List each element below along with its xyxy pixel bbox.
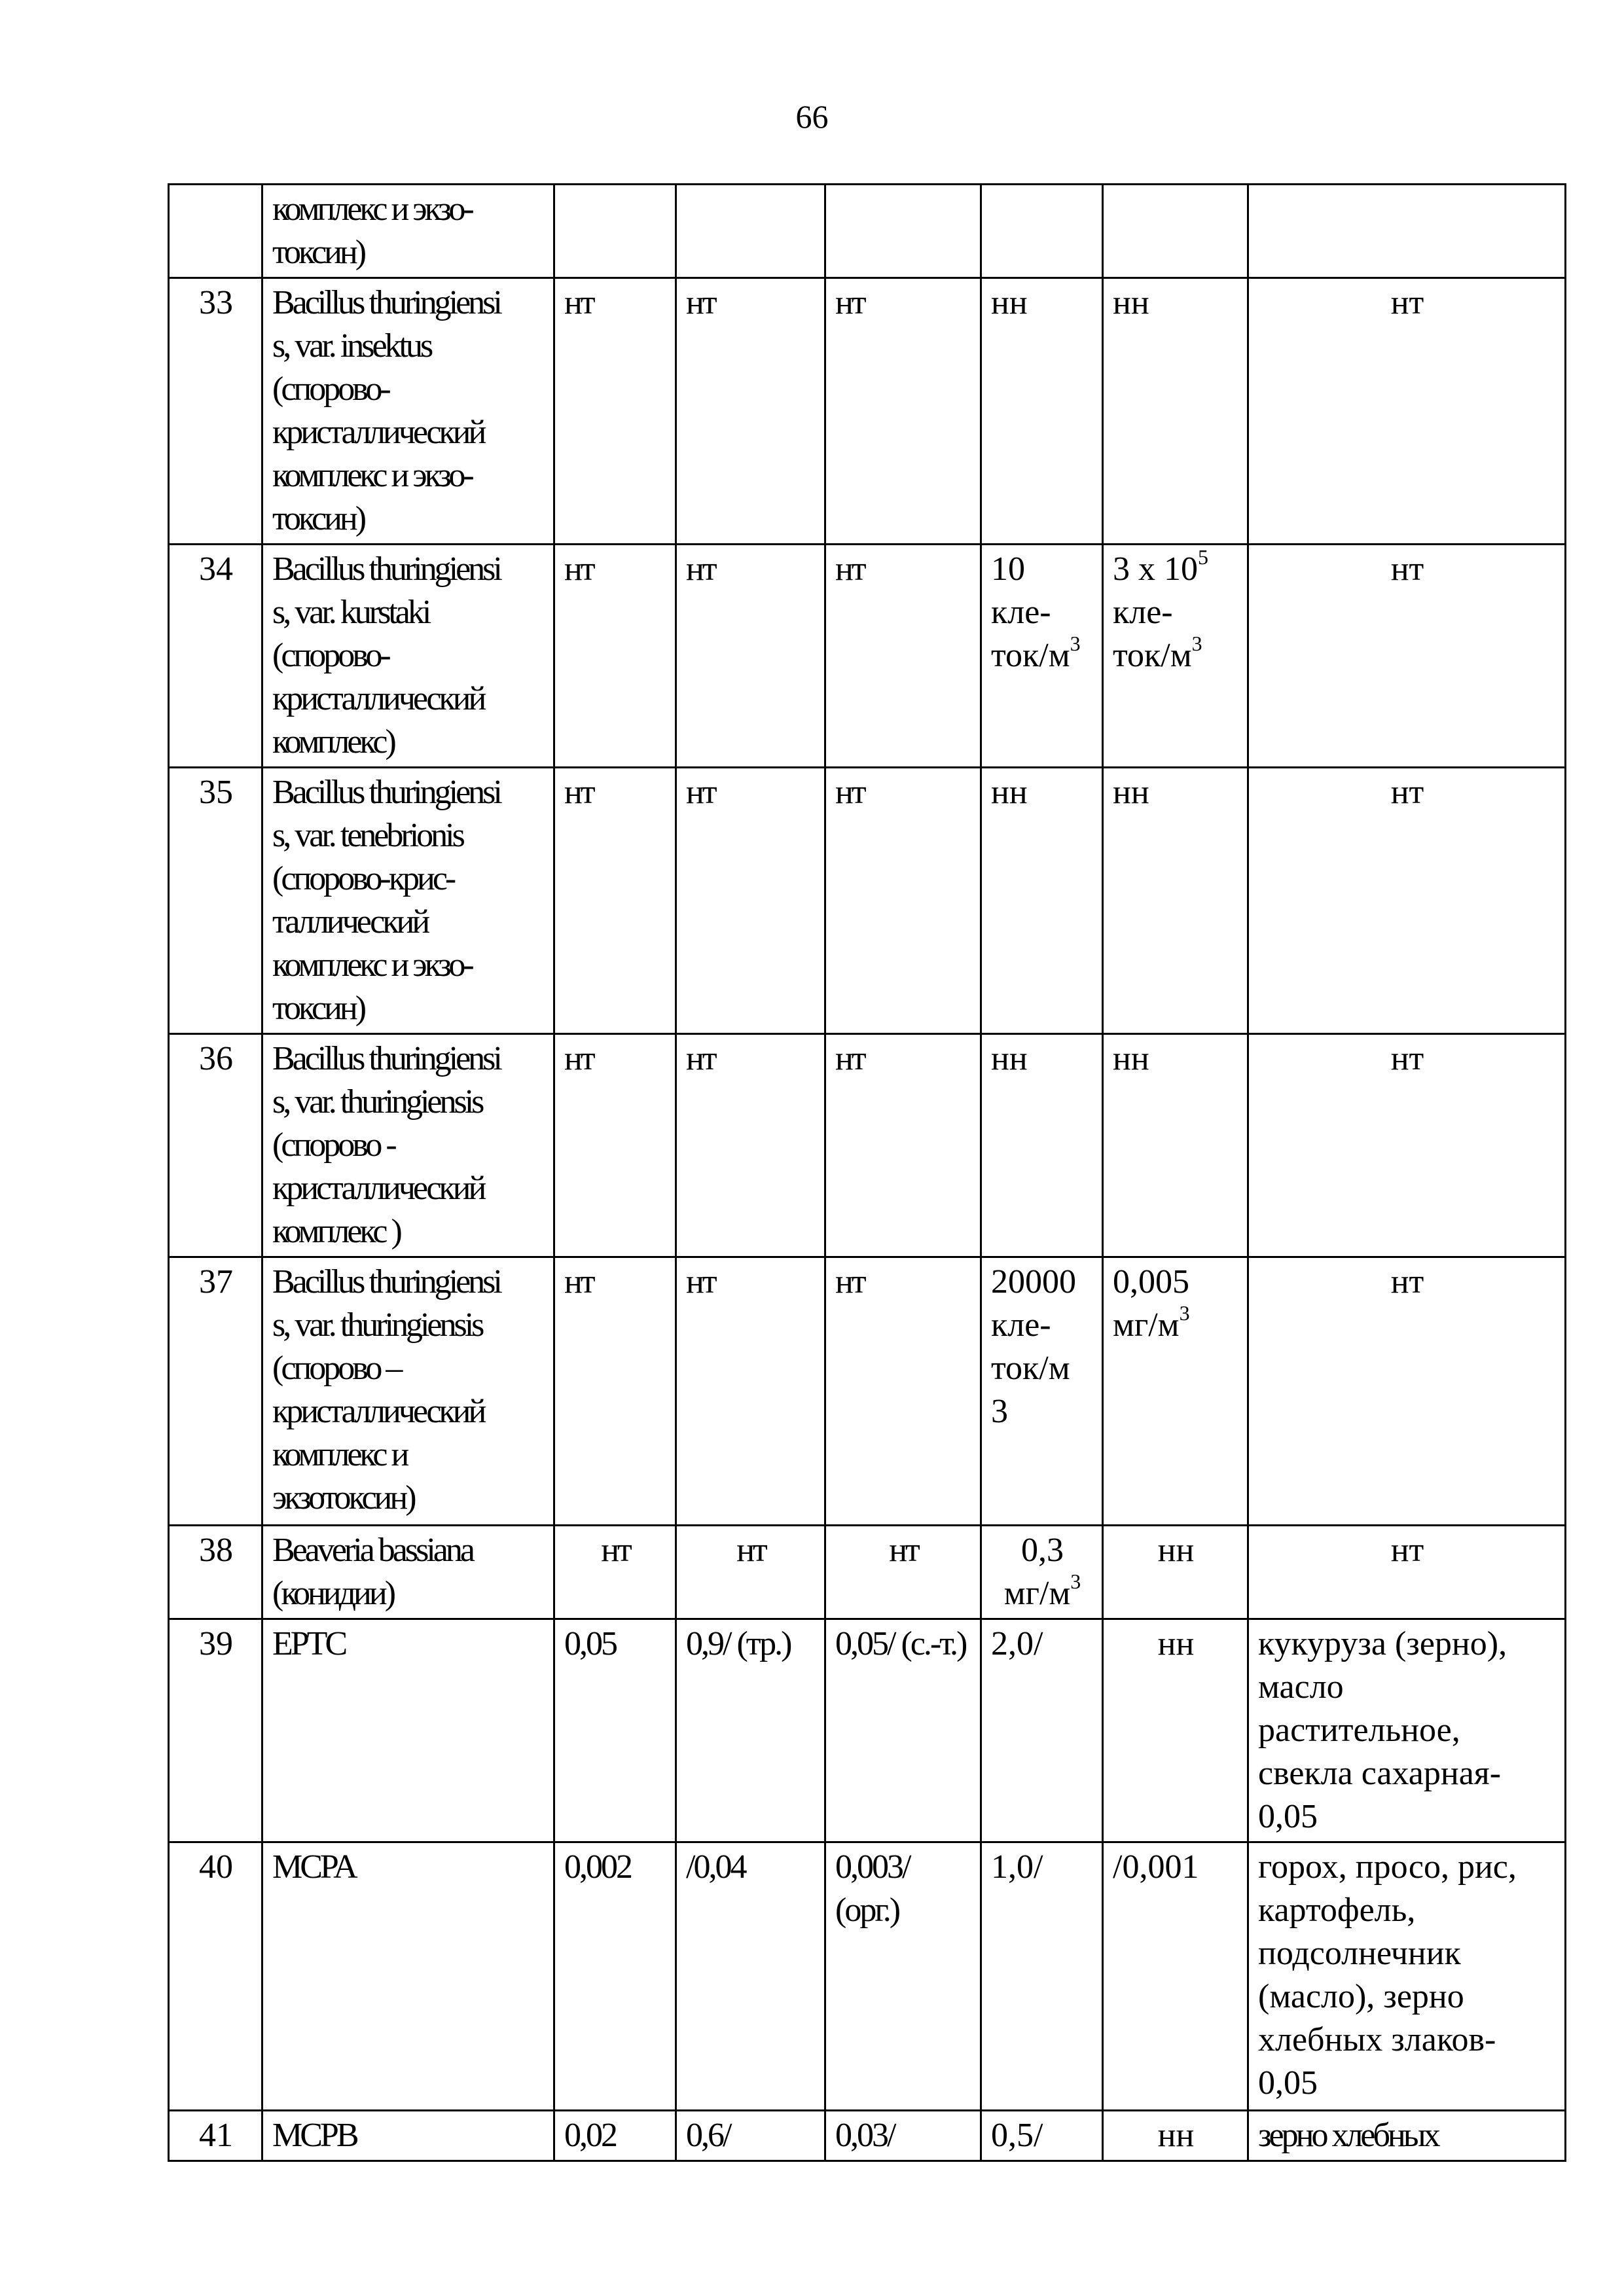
substance-name: [262, 545, 554, 768]
cell-line: 3: [991, 1393, 1008, 1430]
cell-line: 20000: [991, 1263, 1076, 1300]
value-cell-c6: [1248, 1257, 1566, 1526]
cell-line: $мг/м^3$: [1113, 1300, 1190, 1344]
row-number: 37: [169, 1257, 262, 1526]
value-cell-c6: [1248, 2111, 1566, 2161]
value-cell-c3: [825, 185, 981, 278]
value-cell-c3: нт: [825, 1526, 981, 1619]
substance-name: [262, 1619, 554, 1842]
substance-name: [262, 1526, 554, 1619]
cell-line: нн: [1113, 774, 1149, 811]
cell-line: растительное,: [1258, 1712, 1460, 1749]
cell-line: Bacillus thuringiensi: [272, 1263, 500, 1300]
row-number: [169, 185, 262, 278]
cell-line: 10: [991, 550, 1025, 588]
cell-line: s, var. kurstaki: [272, 594, 429, 631]
value-cell-c1: 0,02: [554, 2111, 676, 2161]
superscript: 3: [1070, 631, 1081, 655]
cell-line: MCPA: [272, 1848, 355, 1886]
cell-line: (спорово-крис-: [272, 860, 454, 897]
cell-line: (конидии): [272, 1575, 394, 1612]
cell-line: нт: [1390, 1263, 1424, 1300]
value-cell-c1: нт: [554, 278, 676, 545]
cell-line: масло: [1258, 1668, 1344, 1706]
cell-line: нн: [991, 284, 1028, 321]
cell-line: s, var. thuringiensis: [272, 1306, 482, 1344]
value-cell-c4: [981, 1034, 1103, 1257]
table-row: [169, 768, 1566, 1034]
cell-line: 2,0/: [991, 1625, 1043, 1662]
row-number: 34: [169, 545, 262, 768]
substance-name: [262, 2111, 554, 2161]
row-number: 36: [169, 1034, 262, 1257]
value-cell-c6: [1248, 1842, 1566, 2111]
superscript: 3: [1070, 1569, 1081, 1593]
substance-name: [262, 1842, 554, 2111]
cell-line: нн: [1113, 1040, 1149, 1077]
table-row: [169, 1619, 1566, 1842]
value-cell-c1: [554, 185, 676, 278]
cell-line: нт: [1390, 774, 1424, 811]
value-cell-c6: [1248, 545, 1566, 768]
cell-line: 0,005: [1113, 1263, 1189, 1300]
value-cell-c4: [981, 2111, 1103, 2161]
cell-line: экзотоксин): [272, 1479, 414, 1516]
value-cell-c5: [1103, 1526, 1248, 1619]
value-cell-c6: [1248, 1034, 1566, 1257]
cell-line: 0,05: [1258, 1798, 1318, 1835]
cell-line: EPTC: [272, 1625, 346, 1662]
cell-line: хлебных злаков-: [1258, 2021, 1496, 2058]
cell-line: кристаллический: [272, 680, 484, 717]
value-cell-c3: нт: [825, 1257, 981, 1526]
table-row: [169, 1034, 1566, 1257]
cell-line: зерно хлебных: [1258, 2117, 1438, 2154]
value-cell-c5: [1103, 768, 1248, 1034]
superscript: 3: [1179, 1300, 1190, 1325]
cell-line: кристаллический: [272, 1170, 484, 1207]
cell-line: комплекс и экзо-: [272, 190, 472, 228]
cell-line: ток/м: [991, 1350, 1070, 1387]
value-cell-c5: [1103, 278, 1248, 545]
value-cell-c4: [981, 768, 1103, 1034]
cell-line: (спорово -: [272, 1126, 395, 1164]
row-number: 38: [169, 1526, 262, 1619]
cell-line: (спорово-: [272, 370, 389, 408]
value-cell-c5: [1103, 1257, 1248, 1526]
cell-line: Bacillus thuringiensi: [272, 1040, 500, 1077]
cell-line: комплекс ): [272, 1213, 400, 1250]
value-cell-c5: [1103, 2111, 1248, 2161]
hygiene-standards-table: [168, 183, 1566, 2162]
row-number: 39: [169, 1619, 262, 1842]
cell-line: комплекс): [272, 723, 394, 761]
cell-line: токсин): [272, 500, 365, 537]
value-cell-c4: [981, 545, 1103, 768]
superscript: 3: [1191, 631, 1202, 655]
cell-line: 3 x $10^5$: [1113, 545, 1208, 588]
substance-name: [262, 185, 554, 278]
cell-line: нн: [1157, 2117, 1195, 2154]
cell-line: кле-: [1113, 594, 1173, 631]
value-cell-c1: нт: [554, 768, 676, 1034]
table-row: [169, 185, 1566, 278]
value-cell-c4: [981, 1257, 1103, 1526]
cell-line: нн: [991, 1040, 1028, 1077]
value-cell-c3: 0,05/ (с.-т.): [825, 1619, 981, 1842]
cell-line: кле-: [991, 1306, 1051, 1344]
substance-name: [262, 768, 554, 1034]
cell-line: токсин): [272, 990, 365, 1027]
value-cell-c1: нт: [554, 1034, 676, 1257]
value-cell-c5: [1103, 1034, 1248, 1257]
cell-line: комплекс и экзо-: [272, 457, 472, 494]
cell-line: /0,001: [1113, 1848, 1199, 1886]
value-cell-c4: [981, 1842, 1103, 2111]
cell-line: ток/$м^3$: [991, 631, 1081, 674]
cell-line: Beaveria bassiana: [272, 1532, 473, 1569]
cell-line: 0,5/: [991, 2117, 1043, 2154]
cell-line: s, var. thuringiensis: [272, 1083, 482, 1121]
value-cell-c5: [1103, 1619, 1248, 1842]
cell-line: комплекс и экзо-: [272, 946, 472, 984]
value-cell-c3: нт: [825, 545, 981, 768]
value-cell-c2: нт: [676, 1034, 825, 1257]
value-cell-c4: [981, 1526, 1103, 1619]
cell-line: нт: [1390, 1040, 1424, 1077]
table-row: [169, 545, 1566, 768]
value-cell-c1: 0,05: [554, 1619, 676, 1842]
value-cell-c2: [676, 185, 825, 278]
cell-line: $мг/м^3$: [1003, 1569, 1081, 1612]
value-cell-c5: [1103, 185, 1248, 278]
cell-line: кукуруза (зерно),: [1258, 1625, 1507, 1662]
cell-line: горох, просо, рис,: [1258, 1848, 1517, 1886]
cell-line: 0,05: [1258, 2064, 1318, 2102]
cell-line: нн: [1157, 1625, 1195, 1662]
value-cell-c6: [1248, 768, 1566, 1034]
value-cell-c3: 0,003/ (орг.): [825, 1842, 981, 2111]
row-number: 40: [169, 1842, 262, 2111]
table-row: [169, 1842, 1566, 2111]
substance-name: [262, 278, 554, 545]
cell-line: подсолнечник: [1258, 1935, 1461, 1972]
cell-line: Bacillus thuringiensi: [272, 284, 500, 321]
value-cell-c2: /0,04: [676, 1842, 825, 2111]
value-cell-c4: [981, 1619, 1103, 1842]
value-cell-c1: нт: [554, 1526, 676, 1619]
value-cell-c2: нт: [676, 545, 825, 768]
row-number: 33: [169, 278, 262, 545]
table-row: [169, 1257, 1566, 1526]
cell-line: таллический: [272, 903, 428, 941]
value-cell-c4: [981, 278, 1103, 545]
cell-line: нн: [991, 774, 1028, 811]
cell-line: токсин): [272, 234, 365, 271]
cell-line: нт: [1390, 550, 1424, 588]
cell-line: 1,0/: [991, 1848, 1043, 1886]
value-cell-c2: 0,6/: [676, 2111, 825, 2161]
substance-name: [262, 1257, 554, 1526]
cell-line: кле-: [991, 594, 1051, 631]
value-cell-c2: нт: [676, 768, 825, 1034]
cell-line: нт: [1390, 1532, 1424, 1569]
cell-line: Bacillus thuringiensi: [272, 774, 500, 811]
cell-line: нн: [1113, 284, 1149, 321]
value-cell-c6: [1248, 278, 1566, 545]
value-cell-c3: нт: [825, 768, 981, 1034]
cell-line: нт: [1390, 284, 1424, 321]
table-row: [169, 2111, 1566, 2161]
cell-line: ток/$м^3$: [1113, 631, 1202, 674]
cell-line: кристаллический: [272, 1393, 484, 1430]
superscript: 5: [1198, 545, 1208, 569]
value-cell-c1: нт: [554, 545, 676, 768]
cell-line: 0,3: [1021, 1532, 1064, 1569]
value-cell-c2: 0,9/ (тр.): [676, 1619, 825, 1842]
cell-line: картофель,: [1258, 1892, 1416, 1929]
substance-name: [262, 1034, 554, 1257]
table-row: [169, 278, 1566, 545]
row-number: 41: [169, 2111, 262, 2161]
cell-line: нн: [1157, 1532, 1195, 1569]
cell-line: кристаллический: [272, 414, 484, 451]
cell-line: (масло), зерно: [1258, 1978, 1464, 2015]
value-cell-c3: нт: [825, 278, 981, 545]
table-row: [169, 1526, 1566, 1619]
cell-line: Bacillus thuringiensi: [272, 550, 500, 588]
value-cell-c6: [1248, 1619, 1566, 1842]
value-cell-c2: нт: [676, 1526, 825, 1619]
value-cell-c6: [1248, 185, 1566, 278]
cell-line: MCPB: [272, 2117, 357, 2154]
cell-line: s, var. insektus: [272, 327, 431, 365]
cell-line: s, var. tenebrionis: [272, 817, 463, 854]
value-cell-c3: 0,03/: [825, 2111, 981, 2161]
value-cell-c3: нт: [825, 1034, 981, 1257]
value-cell-c5: [1103, 1842, 1248, 2111]
value-cell-c5: [1103, 545, 1248, 768]
value-cell-c6: [1248, 1526, 1566, 1619]
cell-line: (спорово –: [272, 1350, 401, 1387]
cell-line: (спорово-: [272, 637, 389, 674]
cell-line: комплекс и: [272, 1436, 407, 1473]
value-cell-c1: нт: [554, 1257, 676, 1526]
value-cell-c2: нт: [676, 278, 825, 545]
page-number: 66: [795, 98, 829, 135]
value-cell-c2: нт: [676, 1257, 825, 1526]
row-number: 35: [169, 768, 262, 1034]
cell-line: свекла сахарная-: [1258, 1755, 1502, 1792]
value-cell-c4: [981, 185, 1103, 278]
value-cell-c1: 0,002: [554, 1842, 676, 2111]
